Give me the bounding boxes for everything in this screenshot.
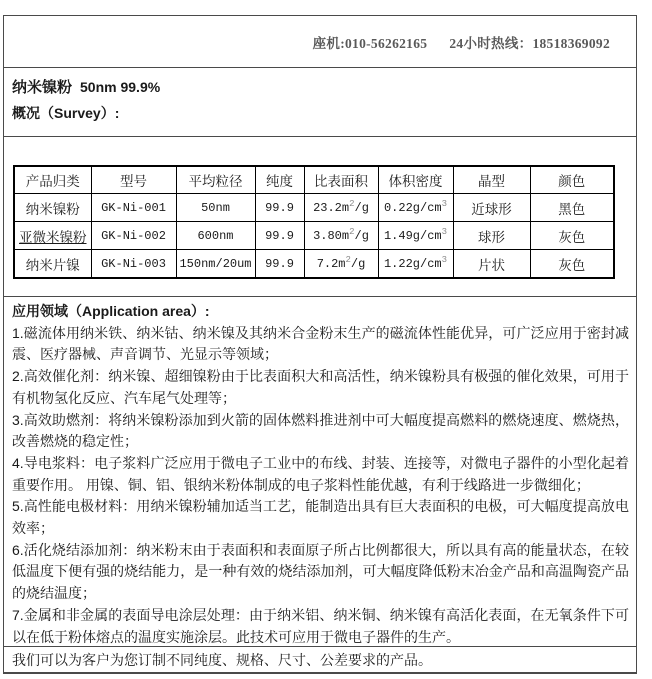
superscript: 2 <box>349 198 355 209</box>
title-section <box>4 68 636 137</box>
cell-surface-area: $3.80m^2/g$ <box>304 222 378 250</box>
cell-crystal-form: 球形 <box>453 222 530 250</box>
cell-category: 亚微米镍粉 <box>14 222 91 250</box>
document-frame <box>3 15 637 674</box>
cell-model: GK-Ni-001 <box>91 194 176 222</box>
footer-note-row <box>4 647 636 672</box>
cell-purity: 99.9 <box>255 222 304 250</box>
table-row <box>14 194 614 222</box>
cell-surface-area: $23.2m^2/g$ <box>304 194 378 222</box>
superscript: 3 <box>441 198 447 209</box>
cell-particle-size: 150nm/20um <box>176 250 255 279</box>
cell-color: 黑色 <box>530 194 614 222</box>
application-item: 5.高性能电极材料：用纳米镍粉辅加适当工艺，能制造出具有巨大表面积的电极，可大幅度提高放电效率； <box>12 498 629 537</box>
application-item: 2.高效催化剂：纳米镍、超细镍粉由于比表面积大和高活性，纳米镍粉具有极强的催化效果，可用于有机物氢化反应、汽车尾气处理等； <box>12 368 629 406</box>
cell-color: 灰色 <box>530 222 614 250</box>
header-category: 产品归类 <box>14 166 91 194</box>
header-crystal-form: 晶型 <box>453 166 530 194</box>
cell-bulk-density: $1.22g/cm^3$ <box>378 250 453 279</box>
superscript: 3 <box>441 254 447 265</box>
product-spec-table <box>13 165 615 279</box>
application-item: 1.磁流体用纳米铁、纳米钴、纳米镍及其纳米合金粉末生产的磁流体性能优异，可广泛应用于密封减震、医疗器械、声音调节、光显示等领域； <box>12 324 629 363</box>
custom-order-note: 我们可以为客户为您订制不同纯度、规格、尺寸、公差要求的产品。 <box>12 651 432 668</box>
header-purity: 纯度 <box>255 166 304 194</box>
survey-label: 概况（Survey）: <box>12 105 120 121</box>
cell-particle-size: 600nm <box>176 222 255 250</box>
header-bulk-density: 体积密度 <box>378 166 453 194</box>
cell-surface-area: $7.2m^2/g$ <box>304 250 378 279</box>
header-color: 颜色 <box>530 166 614 194</box>
spec-table-section <box>4 137 636 297</box>
superscript: 2 <box>345 254 351 265</box>
cell-model: GK-Ni-003 <box>91 250 176 279</box>
superscript: 3 <box>441 226 447 237</box>
header-model: 型号 <box>91 166 176 194</box>
application-item: 4.导电浆料：电子浆料广泛应用于微电子工业中的布线、封装、连接等，对微电子器件的小型化起着重要作用。 用镍、铜、铝、银纳米粉体制成的电子浆料性能优越，有利于线路进一步微细化； <box>12 454 629 493</box>
table-header-row <box>14 166 614 194</box>
page-title <box>12 76 628 97</box>
application-item: 7.金属和非金属的表面导电涂层处理：由于纳米铝、纳米铜、纳米镍有高活化表面，在无氧条件下可以在低于粉体熔点的温度实施涂层。此技术可应用于微电子器件的生产。 <box>12 606 629 645</box>
cell-purity: 99.9 <box>255 250 304 279</box>
cell-bulk-density: $1.49g/cm^3$ <box>378 222 453 250</box>
cell-category: 纳米片镍 <box>14 250 91 279</box>
cell-bulk-density: $0.22g/cm^3$ <box>378 194 453 222</box>
cell-crystal-form: 近球形 <box>453 194 530 222</box>
cell-crystal-form: 片状 <box>453 250 530 279</box>
application-area-section <box>4 297 636 647</box>
table-row <box>14 222 614 250</box>
header-particle-size: 平均粒径 <box>176 166 255 194</box>
superscript: 2 <box>349 226 355 237</box>
cell-color: 灰色 <box>530 250 614 279</box>
application-item: 6.活化烧结添加剂：纳米粉末由于表面积和表面原子所占比例都很大，所以具有高的能量状态，在较低温度下便有强的烧结能力，是一种有效的烧结添加剂，可大幅度降低粉末冶金产品和高温陶瓷产品的烧结温度； <box>12 541 629 602</box>
application-item: 3.高效助燃剂：将纳米镍粉添加到火箭的固体燃料推进剂中可大幅度提高燃料的燃烧速度、燃烧热，改善燃烧的稳定性； <box>12 411 629 450</box>
contact-phone-number: 座机:010-56262165 <box>312 35 428 51</box>
cell-category: 纳米镍粉 <box>14 194 91 222</box>
cell-particle-size: 50nm <box>176 194 255 222</box>
header-surface-area: 比表面积 <box>304 166 378 194</box>
cell-model: GK-Ni-002 <box>91 222 176 250</box>
contact-hotline-number: 24小时热线：18518369092 <box>449 35 610 51</box>
cell-purity: 99.9 <box>255 194 304 222</box>
product-name: 纳米镍粉 <box>12 79 73 96</box>
product-spec: 50nm 99.9% <box>80 79 161 95</box>
table-row <box>14 250 614 279</box>
application-area-title: 应用领域（Application area）: <box>12 303 210 319</box>
contact-header <box>4 16 636 68</box>
